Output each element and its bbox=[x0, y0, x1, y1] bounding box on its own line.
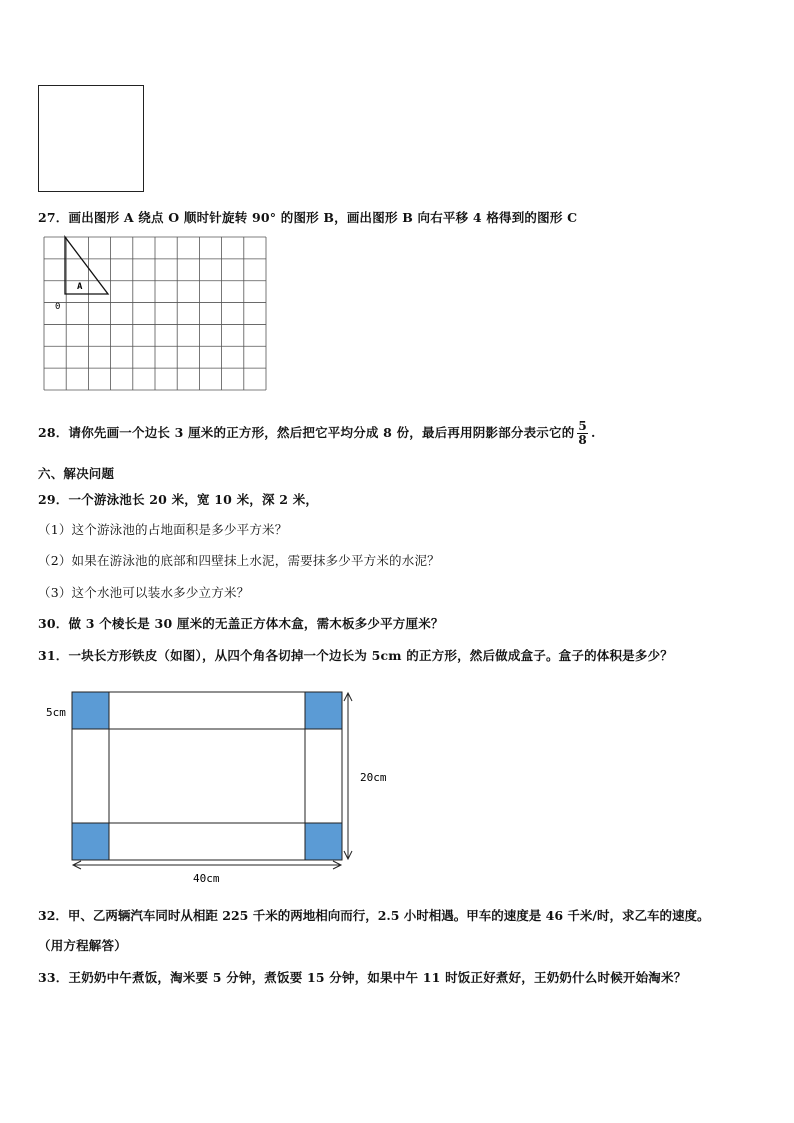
q33-text: 33．王奶奶中午煮饭，淘米要 5 分钟，煮饭要 15 分钟，如果中午 11 时饭正好煮好，王奶奶什么时候开始淘米？ bbox=[38, 970, 687, 985]
q32-line2: （用方程解答） bbox=[38, 938, 127, 953]
triangle-a bbox=[65, 237, 108, 294]
corner-size-label: 5cm bbox=[46, 706, 66, 719]
q28-text-after: . bbox=[590, 425, 596, 440]
q29-sub1: （1）这个游泳池的占地面积是多少平方米？ bbox=[38, 522, 288, 537]
q31-diagram bbox=[40, 684, 400, 889]
q27-text: 27．画出图形 A 绕点 O 顺时针旋转 90° 的图形 B，画出图形 B 向右平移 4 格得到的图形 C bbox=[38, 210, 578, 225]
q28-frac-den: 8 bbox=[578, 433, 587, 447]
q29-intro: 29．一个游泳池长 20 米，宽 10 米，深 2 米， bbox=[38, 492, 319, 507]
corner-square-bottom-right bbox=[305, 823, 342, 860]
q29-sub3: （3）这个水池可以装水多少立方米？ bbox=[38, 585, 250, 600]
q29-sub2: （2）如果在游泳池的底部和四壁抹上水泥，需要抹多少平方米的水泥？ bbox=[38, 553, 440, 568]
answer-box bbox=[38, 85, 144, 192]
section-title: 六、解决问题 bbox=[38, 466, 115, 481]
corner-square-top-right bbox=[305, 692, 342, 729]
q28-text bbox=[38, 420, 596, 447]
width-label: 40cm bbox=[193, 872, 220, 885]
q32-line1: 32．甲、乙两辆汽车同时从相距 225 千米的两地相向而行，2.5 小时相遇。甲车的速度是 46 千米/时，求乙车的速度。 bbox=[38, 908, 710, 923]
q28-fraction bbox=[577, 420, 588, 447]
q31-text: 31．一块长方形铁皮（如图），从四个角各切掉一个边长为 5cm 的正方形，然后做成盒子。盒子的体积是多少？ bbox=[38, 648, 673, 663]
q28-text-before: 28．请你先画一个边长 3 厘米的正方形，然后把它平均分成 8 份，最后再用阴影部分表示它的 bbox=[38, 425, 575, 440]
q30-text: 30．做 3 个棱长是 30 厘米的无盖正方体木盒，需木板多少平方厘米？ bbox=[38, 616, 444, 631]
height-label: 20cm bbox=[360, 771, 387, 784]
corner-square-top-left bbox=[72, 692, 109, 729]
triangle-a-label: A bbox=[77, 282, 83, 292]
sheet-outline bbox=[72, 692, 342, 860]
point-o-label: 0 bbox=[55, 302, 61, 312]
q28-frac-num: 5 bbox=[578, 419, 587, 433]
q27-grid bbox=[38, 233, 270, 393]
corner-square-bottom-left bbox=[72, 823, 109, 860]
